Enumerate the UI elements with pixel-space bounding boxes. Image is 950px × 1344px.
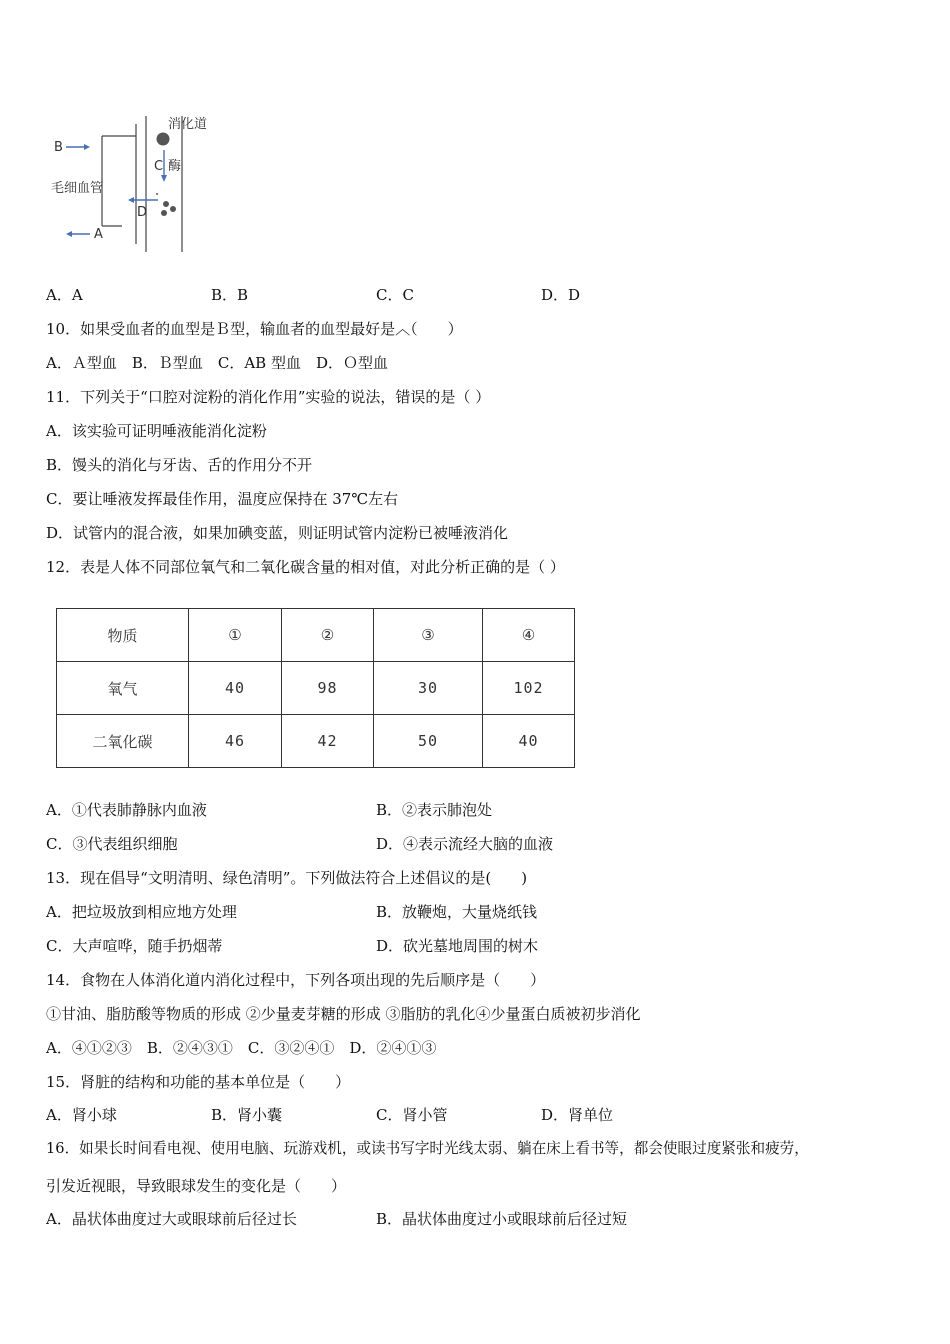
table-cell: 98 (282, 662, 374, 715)
q13-option-a: A．把垃圾放到相应地方处理 (46, 903, 237, 921)
label-enzyme: 酶 (168, 159, 182, 174)
label-D: D (137, 205, 148, 220)
q9-option-a: A．A (46, 286, 83, 304)
q9-option-d: D．D (541, 286, 581, 304)
q14-options: A．④①②③ B．②④③① C．③②④① D．②④①③ (46, 1039, 437, 1057)
q15-option-a: A．肾小球 (46, 1106, 117, 1124)
table-header-cell: ① (189, 609, 282, 662)
q13-option-d: D．砍光墓地周围的树木 (376, 937, 539, 955)
table-header-cell: 物质 (57, 609, 189, 662)
q13-option-b: B．放鞭炮，大量烧纸钱 (376, 903, 538, 921)
q12-option-d: D．④表示流经大脑的血液 (376, 835, 554, 853)
q9-option-c: C．C (376, 286, 414, 304)
table-cell: 50 (374, 715, 483, 768)
q14-stem: 14．食物在人体消化道内消化过程中，下列各项出现的先后顺序是（ ） (46, 971, 546, 989)
q11-option-c: C．要让唾液发挥最佳作用，温度应保持在 37℃左右 (46, 490, 399, 508)
q11-stem: 11．下列关于“口腔对淀粉的消化作用”实验的说法，错误的是（ ） (46, 388, 491, 406)
q13-stem: 13．现在倡导“文明清明、绿色清明”。下列做法符合上述倡议的是( ) (46, 869, 528, 887)
q11-option-b: B．馒头的消化与牙齿、舌的作用分不开 (46, 456, 313, 474)
q16-option-b: B．晶状体曲度过小或眼球前后径过短 (376, 1210, 628, 1228)
table-row (57, 715, 575, 768)
q13-option-c: C．大声喧哗，随手扔烟蒂 (46, 937, 223, 955)
table-cell: 二氧化碳 (57, 715, 189, 768)
q15-option-c: C．肾小管 (376, 1106, 448, 1124)
label-B: B (54, 140, 63, 155)
q11-option-a: A．该实验可证明唾液能消化淀粉 (46, 422, 267, 440)
q12-option-c: C．③代表组织细胞 (46, 835, 178, 853)
q12-stem: 12．表是人体不同部位氧气和二氧化碳含量的相对值，对此分析正确的是（ ） (46, 558, 565, 576)
q14-items: ①甘油、脂肪酸等物质的形成 ②少量麦芽糖的形成 ③脂肪的乳化④少量蛋白质被初步消化 (46, 1005, 641, 1023)
q15-option-b: B．肾小囊 (211, 1106, 283, 1124)
q15-option-d: D．肾单位 (541, 1106, 614, 1124)
q16-option-a: A．晶状体曲度过大或眼球前后径过长 (46, 1210, 297, 1228)
table-cell: 46 (189, 715, 282, 768)
q10-options: A．Ａ型血 B．Ｂ型血 C．AB 型血 D．Ｏ型血 (46, 354, 388, 372)
q11-option-d: D．试管内的混合液，如果加碘变蓝，则证明试管内淀粉已被唾液消化 (46, 524, 509, 542)
table-header-row (57, 609, 575, 662)
table-row (57, 662, 575, 715)
q10-stem: 10．如果受血者的血型是Ｂ型，输血者的血型最好是︿（ ） (46, 320, 463, 338)
q12-option-a: A．①代表肺静脉内血液 (46, 801, 207, 819)
table-header-cell: ④ (483, 609, 575, 662)
q12-option-b: B．②表示肺泡处 (376, 801, 493, 819)
gas-content-table (56, 608, 575, 768)
table-header-cell: ② (282, 609, 374, 662)
label-capillary: 毛细血管 (51, 181, 104, 196)
label-A: A (94, 227, 103, 242)
table-cell: 42 (282, 715, 374, 768)
q16-stem-line2: 引发近视眼，导致眼球发生的变化是（ ） (46, 1177, 347, 1195)
label-C: C (154, 159, 164, 174)
digestion-absorption-diagram (48, 112, 228, 257)
q16-stem-line1: 16．如果长时间看电视、使用电脑、玩游戏机，或读书写字时光线太弱、躺在床上看书等，都会使眼过度紧张和疲劳， (46, 1140, 809, 1157)
table-cell: 40 (483, 715, 575, 768)
q15-stem: 15．肾脏的结构和功能的基本单位是（ ） (46, 1073, 351, 1091)
label-digestive-tract: 消化道 (168, 117, 208, 132)
table-cell: 102 (483, 662, 575, 715)
table-header-cell: ③ (374, 609, 483, 662)
q9-option-b: B．B (211, 286, 249, 304)
table-cell: 30 (374, 662, 483, 715)
table-cell: 40 (189, 662, 282, 715)
table-cell: 氧气 (57, 662, 189, 715)
